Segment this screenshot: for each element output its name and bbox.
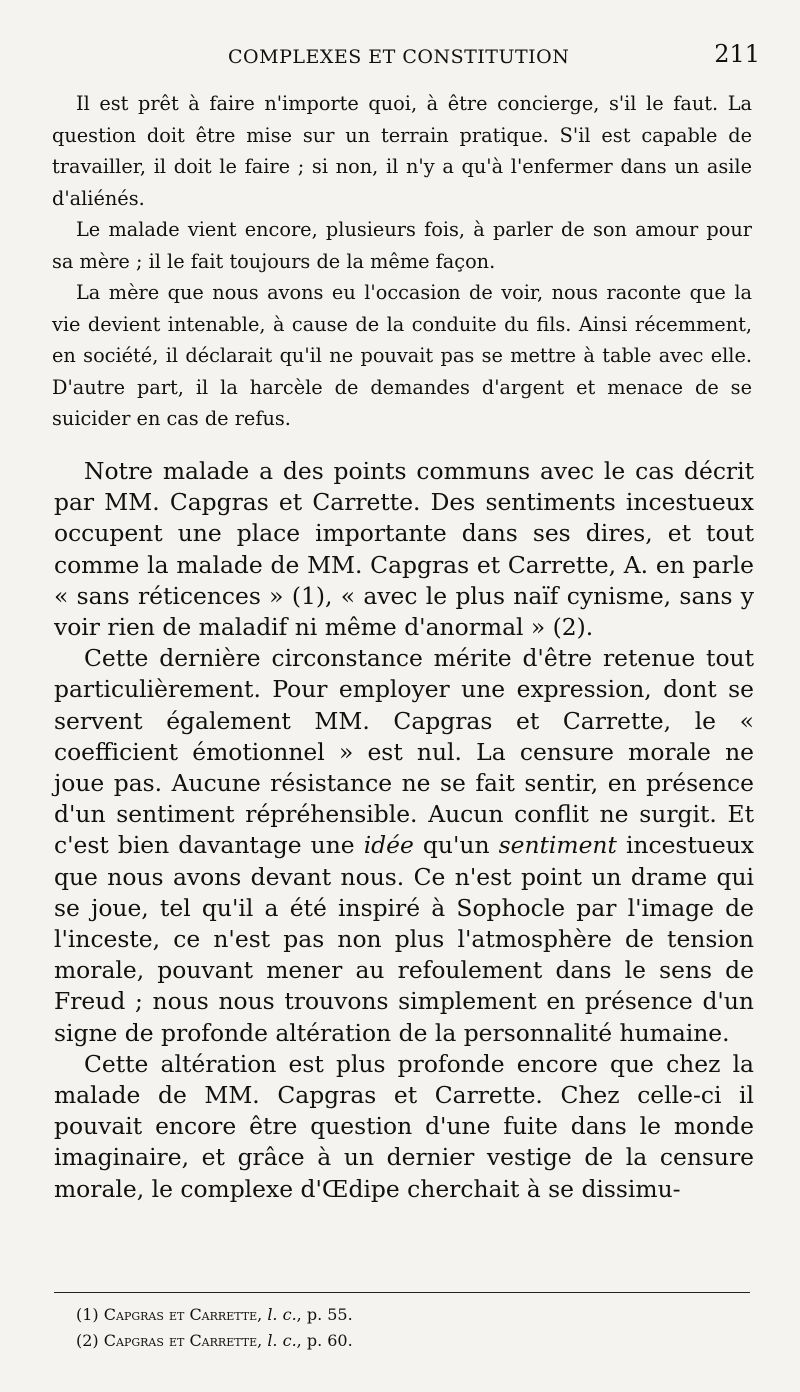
italic-word: sentiment — [498, 831, 617, 860]
footnote-mark: (2) — [76, 1331, 99, 1350]
footnote: (1) Capgras et Carrette, l. c., p. 55. — [76, 1305, 353, 1324]
text-run: Cette dernière circonstance mérite d'être retenue tout particulièrement. Pour employer une expression, dont se servent également MM. Capgras et Carrette, le « coefficient émotionnel » est nul. La censure morale ne joue pas. Aucune résistance ne se fait sentir, en présence d'un sentiment répréhensible. Aucun conflit ne surgit. Et c'est bien davantage une — [54, 644, 754, 860]
text-run: qu'un — [413, 831, 499, 860]
main-text-section — [54, 456, 754, 1205]
paragraph: Il est prêt à faire n'importe quoi, à être concierge, s'il le faut. La question doit être mise sur un terrain pratique. S'il est capable de travailler, il doit le faire ; si non, il n'y a qu'à l'enfermer dans un asile d'aliénés. — [52, 92, 752, 210]
footnote-rule — [54, 1292, 750, 1293]
footnote: (2) Capgras et Carrette, l. c., p. 60. — [76, 1331, 353, 1350]
page-header — [0, 40, 800, 80]
footnote-ref: l. c. — [267, 1305, 297, 1324]
footnote-page: , p. 55. — [296, 1305, 353, 1324]
paragraph: Cette altération est plus profonde encore que chez la malade de MM. Capgras et Carrette. Chez celle-ci il pouvait encore être question d'une fuite dans le monde imaginaire, et grâce à un dernier vestige de la censure morale, le complexe d'Œdipe cherchait à se dissimu- — [54, 1049, 754, 1203]
footnote-authors: Capgras et Carrette — [103, 1305, 258, 1324]
running-title: COMPLEXES ET CONSTITUTION — [228, 46, 570, 68]
footnote-ref: l. c. — [267, 1331, 297, 1350]
paragraph: Le malade vient encore, plusieurs fois, à parler de son amour pour sa mère ; il le fait toujours de la même façon. — [52, 218, 752, 273]
paragraph — [54, 643, 754, 1049]
paragraph: La mère que nous avons eu l'occasion de voir, nous raconte que la vie devient intenable, à cause de la conduite du fils. Ainsi récemment, en société, il déclarait qu'il ne pouvait pas se mettre à table avec elle. D'autre part, il la harcèle de demandes d'argent et menace de se suicider en cas de refus. — [52, 281, 752, 430]
paragraph: Notre malade a des points communs avec le cas décrit par MM. Capgras et Carrette. Des sentiments incestueux occupent une place importante dans ses dires, et tout comme la malade de MM. Capgras et Carrette, A. en parle « sans réticences » (1), « avec le plus naïf cynisme, sans y voir rien de maladif ni même d'anormal » (2). — [54, 457, 754, 642]
italic-word: idée — [363, 831, 414, 860]
page-number: 211 — [714, 40, 760, 68]
text-run: incestueux que nous avons devant nous. Ce n'est point un drame qui se joue, tel qu'il a été inspiré à Sophocle par l'image de l'inceste, ce n'est pas non plus l'atmosphère de tension morale, pouvant mener au refoulement dans le sens de Freud ; nous nous trouvons simplement en présence d'un signe de profonde altération de la personnalité humaine. — [54, 831, 755, 1047]
small-print-section — [52, 88, 752, 435]
footnotes — [76, 1302, 736, 1354]
footnote-mark: (1) — [76, 1305, 99, 1324]
footnote-authors: Capgras et Carrette — [103, 1331, 258, 1350]
footnote-page: , p. 60. — [296, 1331, 353, 1350]
